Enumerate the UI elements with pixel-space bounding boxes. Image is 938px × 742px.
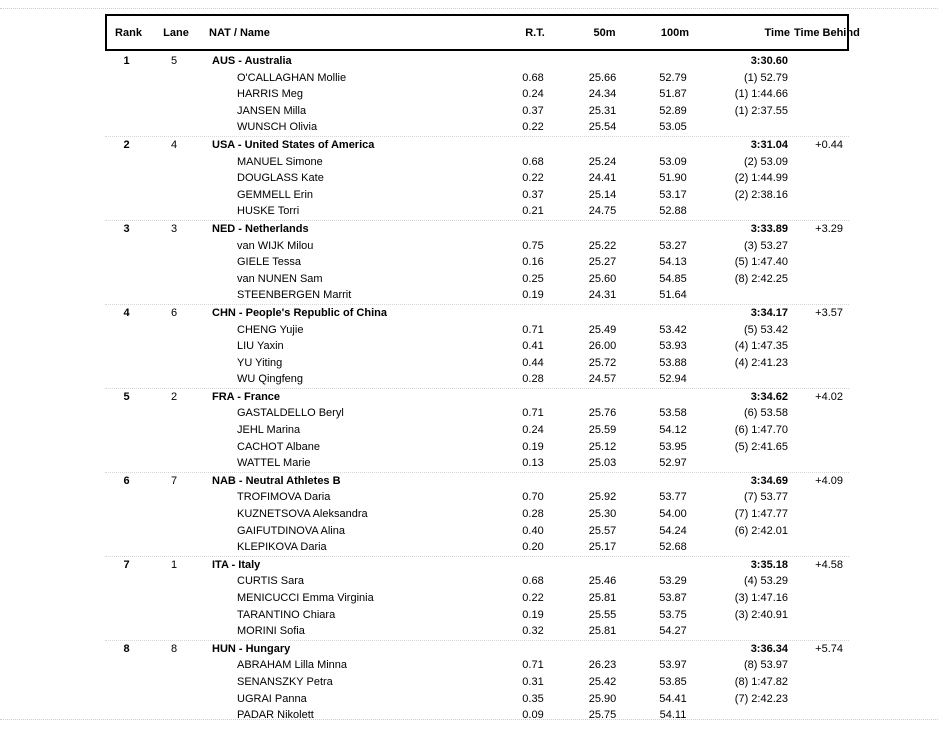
swimmer-50m-time: 25.57 — [588, 524, 617, 537]
team-name: NAB - Neutral Athletes B — [212, 474, 341, 487]
swimmer-cumulative-split: (2) 53.09 — [743, 155, 788, 168]
team-final-time: 3:35.18 — [750, 558, 788, 571]
swimmer-100m-time: 52.68 — [659, 541, 687, 554]
swimmer-reaction-time: 0.71 — [522, 323, 544, 336]
swimmer-reaction-time: 0.37 — [522, 188, 544, 201]
team-header-row — [105, 389, 849, 406]
swimmer-row — [105, 539, 849, 556]
swimmer-reaction-time: 0.28 — [522, 373, 544, 386]
swimmer-reaction-time: 0.24 — [522, 424, 544, 437]
swimmer-50m-time: 25.17 — [588, 541, 617, 554]
swimmer-100m-time: 53.93 — [659, 340, 687, 353]
team-lane: 8 — [170, 642, 178, 655]
swimmer-100m-time: 52.89 — [659, 104, 687, 117]
swimmer-name: MENICUCCI Emma Virginia — [237, 592, 374, 604]
team-time-behind: +0.44 — [815, 138, 843, 151]
team-time-behind: +5.74 — [815, 642, 843, 655]
swimmer-name: van NUNEN Sam — [237, 272, 323, 285]
swimmer-row — [105, 187, 849, 204]
team-rank: 5 — [123, 390, 130, 403]
swimmer-name: GASTALDELLO Beryl — [237, 407, 344, 420]
swimmer-row — [105, 657, 849, 674]
swimmer-name: O'CALLAGHAN Mollie — [237, 71, 347, 84]
swimmer-cumulative-split: (4) 1:47.35 — [734, 340, 788, 353]
swimmer-50m-time: 25.66 — [588, 71, 617, 84]
swimmer-100m-time: 52.94 — [659, 373, 687, 386]
swimmer-row — [105, 590, 849, 607]
team-name: CHN - People's Republic of China — [212, 306, 387, 319]
swimmer-cumulative-split: (5) 1:47.40 — [734, 256, 788, 269]
swimmer-reaction-time: 0.70 — [522, 491, 544, 504]
swimmer-100m-time: 53.88 — [659, 356, 687, 369]
swimmer-row — [105, 355, 849, 372]
swimmer-100m-time: 53.97 — [659, 659, 687, 672]
swimmer-name: WATTEL Marie — [237, 457, 311, 470]
swimmer-50m-time: 25.81 — [588, 625, 617, 638]
swimmer-row — [105, 70, 849, 87]
swimmer-name: JANSEN Milla — [237, 104, 307, 117]
team-name: AUS - Australia — [212, 55, 292, 67]
swimmer-name: TROFIMOVA Daria — [237, 491, 331, 504]
swimmer-reaction-time: 0.35 — [522, 692, 544, 705]
team-swimmers — [105, 154, 849, 220]
team-lane: 3 — [170, 222, 178, 235]
swimmer-50m-time: 25.30 — [588, 508, 617, 521]
team-rank: 1 — [123, 55, 130, 67]
swimmer-50m-time: 24.34 — [588, 88, 617, 101]
swimmer-name: TARANTINO Chiara — [237, 608, 336, 621]
team-lane: 7 — [170, 474, 178, 487]
swimmer-reaction-time: 0.25 — [522, 272, 544, 285]
swimmer-name: GAIFUTDINOVA Alina — [237, 524, 345, 537]
swimmer-cumulative-split: (7) 53.77 — [743, 491, 788, 504]
team-rank: 6 — [123, 474, 130, 487]
team-final-time: 3:34.69 — [750, 474, 788, 487]
swimmer-row — [105, 573, 849, 590]
swimmer-100m-time: 53.75 — [659, 608, 687, 621]
team-rank: 8 — [123, 642, 130, 655]
team-time-behind: +3.29 — [815, 222, 843, 235]
swimmer-row — [105, 674, 849, 691]
swimmer-name: JEHL Marina — [237, 424, 301, 437]
team-lane: 6 — [170, 306, 178, 319]
swimmer-100m-time: 53.42 — [659, 323, 687, 336]
team-rank: 7 — [123, 558, 130, 571]
team-rank: 2 — [123, 138, 130, 151]
col-header-rt: R.T. — [525, 26, 545, 39]
team-swimmers — [105, 489, 849, 555]
swimmer-50m-time: 24.75 — [588, 205, 617, 218]
swimmer-50m-time: 25.90 — [588, 692, 617, 705]
swimmer-100m-time: 54.41 — [659, 692, 687, 705]
team-lane: 1 — [170, 558, 178, 571]
swimmer-name: SENANSZKY Petra — [237, 675, 333, 688]
team-header-row — [105, 221, 849, 238]
swimmer-cumulative-split: (4) 53.29 — [743, 575, 788, 588]
team-rank: 4 — [123, 306, 130, 319]
swimmer-cumulative-split: (6) 53.58 — [743, 407, 788, 420]
swimmer-100m-time: 53.05 — [659, 121, 687, 134]
swimmer-reaction-time: 0.19 — [522, 440, 544, 453]
col-header-100m: 100m — [660, 26, 690, 39]
swimmer-cumulative-split: (1) 52.79 — [743, 71, 788, 84]
swimmer-name: KUZNETSOVA Aleksandra — [237, 508, 368, 521]
swimmer-100m-time: 54.27 — [659, 625, 687, 638]
swimmer-name: KLEPIKOVA Daria — [237, 541, 327, 554]
swimmer-100m-time: 53.58 — [659, 407, 687, 420]
swimmer-50m-time: 24.41 — [588, 172, 617, 185]
swimmer-row — [105, 254, 849, 271]
swimmer-name: UGRAI Panna — [237, 692, 307, 705]
swimmer-row — [105, 489, 849, 506]
team-lane: 2 — [170, 390, 178, 403]
team-swimmers — [105, 573, 849, 639]
swimmer-100m-time: 51.87 — [659, 88, 687, 101]
swimmer-name: PADAR Nikolett — [237, 709, 314, 722]
swimmer-50m-time: 25.24 — [588, 155, 617, 168]
team-rank: 3 — [123, 222, 130, 235]
swimmer-50m-time: 25.14 — [588, 188, 617, 201]
swimmer-50m-time: 25.72 — [588, 356, 617, 369]
table-header-row — [105, 14, 860, 51]
swimmer-cumulative-split: (5) 2:41.65 — [734, 440, 788, 453]
swimmer-100m-time: 54.13 — [659, 256, 687, 269]
swimmer-reaction-time: 0.16 — [522, 256, 544, 269]
swimmer-row — [105, 455, 849, 472]
swimmer-cumulative-split: (4) 2:41.23 — [734, 356, 788, 369]
swimmer-name: WUNSCH Olivia — [237, 121, 318, 134]
swimmer-reaction-time: 0.22 — [522, 592, 544, 604]
relay-results-table — [105, 14, 860, 724]
swimmer-reaction-time: 0.68 — [522, 71, 544, 84]
swimmer-50m-time: 25.22 — [588, 239, 617, 252]
team-swimmers — [105, 657, 849, 723]
swimmer-row — [105, 203, 849, 220]
swimmer-name: van WIJK Milou — [237, 239, 314, 252]
swimmer-50m-time: 25.59 — [588, 424, 617, 437]
swimmer-row — [105, 338, 849, 355]
team-block — [105, 304, 849, 388]
swimmer-100m-time: 53.95 — [659, 440, 687, 453]
swimmer-100m-time: 54.12 — [659, 424, 687, 437]
swimmer-row — [105, 103, 849, 120]
team-lane: 4 — [170, 138, 178, 151]
team-block — [105, 388, 849, 472]
swimmer-row — [105, 86, 849, 103]
swimmer-50m-time: 25.75 — [588, 709, 617, 722]
team-final-time: 3:34.62 — [750, 390, 788, 403]
team-header-row — [105, 641, 849, 658]
team-block — [105, 136, 849, 220]
swimmer-name: WU Qingfeng — [237, 373, 304, 386]
swimmer-name: YU Yiting — [237, 356, 283, 369]
swimmer-100m-time: 53.29 — [659, 575, 687, 588]
swimmer-name: MORINI Sofia — [237, 625, 305, 638]
swimmer-50m-time: 25.42 — [588, 675, 617, 688]
swimmer-100m-time: 51.64 — [659, 289, 687, 302]
swimmer-reaction-time: 0.32 — [522, 625, 544, 638]
col-header-lane: Lane — [163, 26, 189, 39]
swimmer-name: CHENG Yujie — [237, 323, 304, 336]
swimmer-row — [105, 506, 849, 523]
swimmer-50m-time: 25.12 — [588, 440, 617, 453]
swimmer-cumulative-split: (3) 1:47.16 — [734, 592, 788, 604]
swimmer-reaction-time: 0.31 — [522, 675, 544, 688]
swimmer-100m-time: 53.87 — [659, 592, 687, 604]
team-swimmers — [105, 322, 849, 388]
swimmer-row — [105, 523, 849, 540]
team-block — [105, 472, 849, 556]
swimmer-name: HUSKE Torri — [237, 205, 300, 218]
page-top-dotted-line — [0, 8, 938, 9]
swimmer-100m-time: 54.85 — [659, 272, 687, 285]
swimmer-cumulative-split: (2) 1:44.99 — [734, 172, 788, 185]
swimmer-reaction-time: 0.22 — [522, 172, 544, 185]
team-name: USA - United States of America — [212, 138, 375, 151]
swimmer-name: GEMMELL Erin — [237, 188, 314, 201]
swimmer-100m-time: 54.00 — [659, 508, 687, 521]
swimmer-row — [105, 287, 849, 304]
swimmer-100m-time: 53.77 — [659, 491, 687, 504]
team-time-behind: +4.02 — [815, 390, 843, 403]
team-swimmers — [105, 238, 849, 304]
team-final-time: 3:36.34 — [750, 642, 788, 655]
swimmer-100m-time: 52.88 — [659, 205, 687, 218]
team-final-time: 3:31.04 — [750, 138, 788, 151]
swimmer-reaction-time: 0.75 — [522, 239, 544, 252]
swimmer-cumulative-split: (7) 2:42.23 — [734, 692, 788, 705]
col-header-time: Time — [764, 26, 790, 39]
swimmer-cumulative-split: (5) 53.42 — [743, 323, 788, 336]
swimmer-reaction-time: 0.09 — [522, 709, 544, 722]
swimmer-name: STEENBERGEN Marrit — [237, 289, 352, 302]
swimmer-reaction-time: 0.40 — [522, 524, 544, 537]
swimmer-row — [105, 607, 849, 624]
swimmer-row — [105, 623, 849, 640]
swimmer-row — [105, 691, 849, 708]
team-header-row — [105, 557, 849, 574]
col-header-rank: Rank — [115, 26, 142, 39]
swimmer-50m-time: 24.57 — [588, 373, 617, 386]
col-header-nat-name: NAT / Name — [209, 26, 270, 39]
swimmer-50m-time: 25.54 — [588, 121, 617, 134]
swimmer-reaction-time: 0.19 — [522, 289, 544, 302]
swimmer-50m-time: 25.27 — [588, 256, 617, 269]
team-name: ITA - Italy — [212, 558, 261, 571]
swimmer-reaction-time: 0.68 — [522, 575, 544, 588]
swimmer-reaction-time: 0.37 — [522, 104, 544, 117]
swimmer-name: MANUEL Simone — [237, 155, 323, 168]
swimmer-row — [105, 371, 849, 388]
team-header-row — [105, 53, 849, 70]
swimmer-cumulative-split: (3) 2:40.91 — [734, 608, 788, 621]
swimmer-reaction-time: 0.22 — [522, 121, 544, 134]
swimmer-100m-time: 52.97 — [659, 457, 687, 470]
swimmer-cumulative-split: (8) 1:47.82 — [734, 675, 788, 688]
swimmer-cumulative-split: (6) 2:42.01 — [734, 524, 788, 537]
swimmer-50m-time: 25.92 — [588, 491, 617, 504]
swimmer-reaction-time: 0.44 — [522, 356, 544, 369]
swimmer-100m-time: 53.27 — [659, 239, 687, 252]
swimmer-100m-time: 52.79 — [659, 71, 687, 84]
swimmer-name: LIU Yaxin — [237, 340, 284, 353]
swimmer-row — [105, 405, 849, 422]
team-block — [105, 640, 849, 724]
swimmer-row — [105, 238, 849, 255]
team-block — [105, 556, 849, 640]
swimmer-row — [105, 707, 849, 724]
swimmer-50m-time: 26.23 — [588, 659, 617, 672]
swimmer-50m-time: 25.76 — [588, 407, 617, 420]
team-header-row — [105, 137, 849, 154]
team-swimmers — [105, 70, 849, 136]
swimmer-cumulative-split: (8) 53.97 — [743, 659, 788, 672]
swimmer-cumulative-split: (1) 2:37.55 — [734, 104, 788, 117]
team-final-time: 3:33.89 — [750, 222, 788, 235]
swimmer-reaction-time: 0.71 — [522, 659, 544, 672]
team-header-row — [105, 473, 849, 490]
swimmer-cumulative-split: (2) 2:38.16 — [734, 188, 788, 201]
swimmer-100m-time: 51.90 — [659, 172, 687, 185]
team-header-row — [105, 305, 849, 322]
team-name: FRA - France — [212, 390, 281, 403]
swimmer-row — [105, 154, 849, 171]
swimmer-reaction-time: 0.13 — [522, 457, 544, 470]
swimmer-row — [105, 119, 849, 136]
swimmer-reaction-time: 0.20 — [522, 541, 544, 554]
team-time-behind: +4.09 — [815, 474, 843, 487]
swimmer-name: CACHOT Albane — [237, 440, 320, 453]
swimmer-50m-time: 26.00 — [588, 340, 617, 353]
swimmer-50m-time: 25.31 — [588, 104, 617, 117]
team-name: NED - Netherlands — [212, 222, 309, 235]
swimmer-cumulative-split: (7) 1:47.77 — [734, 508, 788, 521]
swimmer-50m-time: 25.60 — [588, 272, 617, 285]
col-header-time-behind: Time Behind — [794, 26, 860, 39]
swimmer-row — [105, 170, 849, 187]
swimmer-100m-time: 53.09 — [659, 155, 687, 168]
swimmer-cumulative-split: (8) 2:42.25 — [734, 272, 788, 285]
team-time-behind: +4.58 — [815, 558, 843, 571]
swimmer-cumulative-split: (6) 1:47.70 — [734, 424, 788, 437]
team-name: HUN - Hungary — [212, 642, 291, 655]
swimmer-reaction-time: 0.28 — [522, 508, 544, 521]
teams-list — [105, 53, 849, 724]
swimmer-100m-time: 53.17 — [659, 188, 687, 201]
team-final-time: 3:30.60 — [750, 55, 788, 67]
swimmer-name: CURTIS Sara — [237, 575, 305, 588]
team-block — [105, 220, 849, 304]
page-bottom-dotted-line — [0, 719, 938, 720]
swimmer-100m-time: 54.11 — [659, 709, 687, 722]
swimmer-reaction-time: 0.21 — [522, 205, 544, 218]
swimmer-50m-time: 25.55 — [588, 608, 617, 621]
swimmer-reaction-time: 0.19 — [522, 608, 544, 621]
team-block — [105, 53, 849, 136]
swimmer-row — [105, 439, 849, 456]
swimmer-reaction-time: 0.68 — [522, 155, 544, 168]
swimmer-50m-time: 25.03 — [588, 457, 617, 470]
swimmer-cumulative-split: (3) 53.27 — [743, 239, 788, 252]
team-time-behind: +3.57 — [815, 306, 843, 319]
swimmer-reaction-time: 0.24 — [522, 88, 544, 101]
swimmer-reaction-time: 0.71 — [522, 407, 544, 420]
team-swimmers — [105, 405, 849, 471]
swimmer-50m-time: 25.81 — [588, 592, 617, 604]
swimmer-name: GIELE Tessa — [237, 256, 301, 269]
swimmer-row — [105, 322, 849, 339]
swimmer-name: DOUGLASS Kate — [237, 172, 324, 185]
team-lane: 5 — [170, 55, 178, 67]
swimmer-name: ABRAHAM Lilla Minna — [237, 659, 348, 672]
swimmer-50m-time: 25.49 — [588, 323, 617, 336]
swimmer-50m-time: 24.31 — [588, 289, 617, 302]
swimmer-row — [105, 271, 849, 288]
swimmer-cumulative-split: (1) 1:44.66 — [734, 88, 788, 101]
swimmer-100m-time: 54.24 — [659, 524, 687, 537]
col-header-50m: 50m — [593, 26, 616, 39]
swimmer-reaction-time: 0.41 — [522, 340, 544, 353]
team-final-time: 3:34.17 — [750, 306, 788, 319]
swimmer-100m-time: 53.85 — [659, 675, 687, 688]
swimmer-50m-time: 25.46 — [588, 575, 617, 588]
swimmer-row — [105, 422, 849, 439]
swimmer-name: HARRIS Meg — [237, 88, 304, 101]
